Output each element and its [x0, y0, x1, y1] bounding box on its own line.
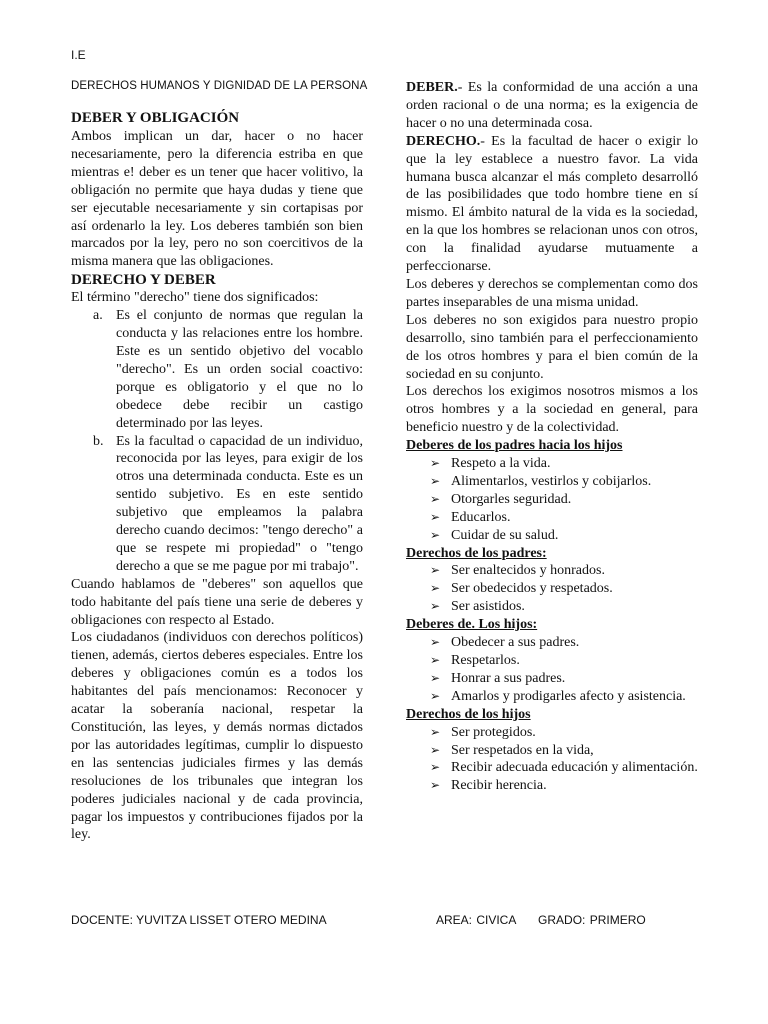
footer-area-grade [436, 913, 646, 927]
list-item [406, 724, 698, 742]
list-item [406, 580, 698, 598]
list-item [406, 634, 698, 652]
paragraph-complement: Los deberes y derechos se complementan como dos partes inseparables de una misma unidad. [406, 276, 698, 310]
definition-derecho [406, 133, 698, 276]
list-item [406, 491, 698, 509]
list-item [406, 742, 698, 760]
section-heading-derecho-deber: DERECHO Y DEBER [71, 272, 216, 289]
arrow-bullet-icon: ➢ [430, 742, 441, 757]
list-item [406, 652, 698, 670]
term-deber: DEBER. [406, 80, 458, 95]
arrow-bullet-icon: ➢ [430, 760, 441, 775]
list-item [406, 670, 698, 688]
list-marker: b. [93, 433, 104, 449]
section-heading-deber-obligacion: DEBER Y OBLIGACIÓN [71, 110, 240, 126]
list-item [406, 509, 698, 527]
footer-area: AREA: CIVICA [436, 913, 517, 927]
list-item-text: Recibir adecuada educación y alimentación. [451, 760, 698, 776]
list-item-text: Recibir herencia. [451, 778, 547, 794]
arrow-bullet-icon: ➢ [430, 473, 441, 488]
list-item-text: Honrar a sus padres. [451, 670, 566, 686]
list-item [406, 688, 698, 706]
definition-deber [406, 79, 698, 133]
list-heading-deberes-padres: Deberes de los padres hacia los hijos [406, 438, 623, 454]
list-item [406, 759, 698, 777]
document-title: DERECHOS HUMANOS Y DIGNIDAD DE LA PERSONA [71, 80, 368, 92]
arrow-bullet-icon: ➢ [430, 635, 441, 650]
paragraph-deberes-exigidos: Los deberes no son exigidos para nuestro propio desarrollo, sino también para el perfeccionamiento de los otros hombres y para el bien común de la sociedad en su conjunto. [406, 312, 698, 382]
list-item-text: Ser enaltecidos y honrados. [451, 563, 605, 579]
arrow-bullet-icon: ➢ [430, 670, 441, 685]
arrow-bullet-icon: ➢ [430, 456, 441, 471]
list-heading-derechos-hijos: Derechos de los hijos [406, 706, 531, 722]
list-item-text: Es la facultad o capacidad de un individuo, reconocida por las leyes, para exigir de los otros una determinada conducta. Este es un sentido subjetivo. Es en este sentido subjetivo que empleamos la palabra derecho cuando decimos: "tengo derecho" a que se respete mi propiedad" o "tengo derecho a que se me pague por mi trabajo". [116, 433, 363, 574]
list-deberes-padres [406, 455, 698, 545]
list-item [406, 455, 698, 473]
arrow-bullet-icon: ➢ [430, 688, 441, 703]
left-column [71, 109, 363, 844]
list-item [406, 562, 698, 580]
list-item [406, 473, 698, 491]
list-item-text: Amarlos y prodigarles afecto y asistencia. [451, 688, 686, 704]
list-item-text: Otorgarles seguridad. [451, 491, 572, 507]
list-item-text: Ser asistidos. [451, 599, 525, 615]
list-item-text: Es el conjunto de normas que regulan la conducta y las relaciones entre los hombre. Este es un sentido objetivo del vocablo "derecho". Es un orden social coactivo: porque es obligatorio y el que no lo obedece debe recibir un castigo determinado por las leyes. [116, 308, 363, 431]
arrow-bullet-icon: ➢ [430, 491, 441, 506]
list-item [71, 433, 363, 576]
definition-deber-text: - Es la conformidad de una acción a una orden racional o de una norma; es la exigencia de hacer o no una determinada cosa. [406, 80, 698, 131]
meanings-list [71, 307, 363, 576]
paragraph-derechos-exigimos: Los derechos los exigimos nosotros mismos a los otros hombres y a la sociedad en general, para beneficio nuestro y de la colectividad. [406, 384, 698, 436]
list-item-text: Ser respetados en la vida, [451, 742, 594, 758]
list-marker: a. [93, 308, 103, 324]
list-item-text: Obedecer a sus padres. [451, 635, 580, 651]
arrow-bullet-icon: ➢ [430, 778, 441, 793]
list-heading-derechos-padres: Derechos de los padres: [406, 545, 547, 561]
list-item-text: Alimentarlos, vestirlos y cobijarlos. [451, 473, 652, 489]
list-item-text: Ser protegidos. [451, 724, 536, 740]
list-item [406, 777, 698, 795]
arrow-bullet-icon: ➢ [430, 653, 441, 667]
list-derechos-padres [406, 562, 698, 616]
arrow-bullet-icon: ➢ [430, 724, 441, 739]
paragraph-ciudadanos: Los ciudadanos (individuos con derechos políticos) tienen, además, ciertos deberes especiales. Entre los deberes y obligaciones común es a todos los habitantes del país mencionamos: Reconocer y acatar la soberanía nacional, respetar la Constitución, las leyes, y demás normas dictados por las autoridades legítimas, cumplir lo dispuesto en las sentencias judiciales firmes y las demás resoluciones de los tribunales que integran los poderes judiciales nacional y de cada provincia, pagar los impuestos y contribuciones fijados por la ley. [71, 630, 363, 843]
list-item-text: Educarlos. [451, 509, 511, 525]
term-derecho: DERECHO. [406, 133, 481, 149]
footer-teacher: DOCENTE: YUVITZA LISSET OTERO MEDINA [71, 913, 327, 927]
list-item-text: Cuidar de su salud. [451, 527, 559, 543]
definition-derecho-text: - Es la facultad de hacer o exigir lo que la ley establece a nuestro favor. La vida humana busca alcanzar el más completo desarrolló de las posibilidades que todo hombre tiene en sí mismo. El ámbito natural de la vida es la sociedad, en la que los hombres se relacionan unos con otros, con la finalidad ayudarse mutuamente a perfeccionarse. [406, 133, 698, 275]
list-deberes-hijos [406, 634, 698, 706]
list-item [406, 527, 698, 545]
paragraph-deberes: Cuando hablamos de "deberes" son aquellos que todo habitante del país tiene una serie de deberes y obligaciones con respecto al Estado. [71, 576, 363, 628]
list-item [71, 307, 363, 432]
arrow-bullet-icon: ➢ [430, 581, 441, 596]
paragraph-termino-derecho: El término "derecho" tiene dos significados: [71, 290, 319, 306]
institution-label: I.E [71, 48, 86, 62]
arrow-bullet-icon: ➢ [430, 509, 441, 524]
list-derechos-hijos [406, 724, 698, 796]
arrow-bullet-icon: ➢ [430, 599, 441, 614]
list-item [406, 598, 698, 616]
list-heading-deberes-hijos: Deberes de. Los hijos: [406, 617, 538, 633]
list-item-text: Respetarlos. [451, 653, 520, 668]
footer-grade: GRADO: PRIMERO [538, 913, 646, 927]
right-column [406, 79, 698, 795]
list-item-text: Ser obedecidos y respetados. [451, 581, 613, 597]
arrow-bullet-icon: ➢ [430, 563, 441, 578]
arrow-bullet-icon: ➢ [430, 527, 441, 542]
paragraph-deber-obligacion: Ambos implican un dar, hacer o no hacer necesariamente, pero la diferencia estriba en que mientras e! deber es un tener que hacer volitivo, la obligación no permite que haya dudas y tiene que ser ejecutable necesariamente y sin cortapisas por así ordenarlo la ley. Los deberes también son bien marcados por la ley, pero no son coercitivos de la misma manera que las obligaciones. [71, 129, 363, 270]
list-item-text: Respeto a la vida. [451, 456, 551, 472]
